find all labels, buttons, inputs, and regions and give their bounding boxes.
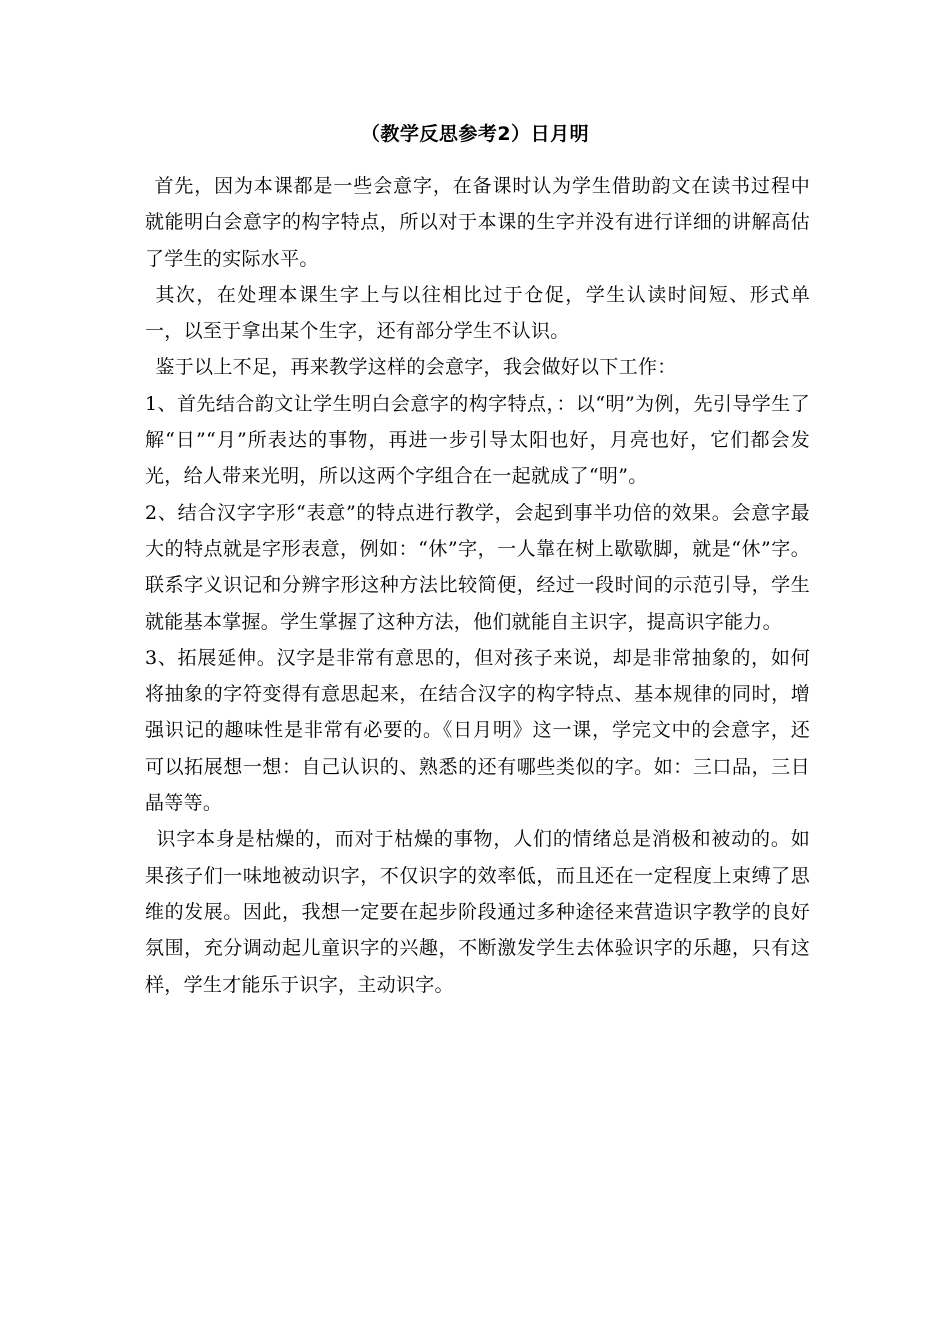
list-item-1: 1、首先结合韵文让学生明白会意字的构字特点，：以“明”为例，先引导学生了解“日”“月”所表达的事物，再进一步引导太阳也好，月亮也好，它们都会发光，给人带来光明，所以这两个字组合在一起就成了“明”。 — [145, 392, 810, 488]
paragraph-first: 首先，因为本课都是一些会意字，在备课时认为学生借助韵文在读书过程中就能明白会意字的构字特点，所以对于本课的生字并没有进行详细的讲解高估了学生的实际水平。 — [145, 175, 810, 270]
document-body — [145, 168, 810, 1003]
page-title: （教学反思参考2）日月明 — [360, 123, 590, 145]
list-item-3: 3、拓展延伸。汉字是非常有意思的，但对孩子来说，却是非常抽象的，如何将抽象的字符变得有意思起来，在结合汉字的构字特点、基本规律的同时，增强识记的趣味性是非常有必要的。《日月明》这一课，学完文中的会意字，还可以拓展想一想：自己认识的、熟悉的还有哪些类似的字。如：三口品，三日晶等等。 — [145, 646, 810, 815]
paragraph-second: 其次，在处理本课生字上与以往相比过于仓促，学生认读时间短、形式单一，以至于拿出某个生字，还有部分学生不认识。 — [145, 283, 810, 343]
paragraph-conclusion: 识字本身是枯燥的，而对于枯燥的事物，人们的情绪总是消极和被动的。如果孩子们一味地被动识字，不仅识字的效率低，而且还在一定程度上束缚了思维的发展。因此，我想一定要在起步阶段通过多种途径来营造识字教学的良好氛围，充分调动起儿童识字的兴趣，不断激发学生去体验识字的乐趣，只有这样，学生才能乐于识字，主动识字。 — [145, 828, 810, 996]
paragraph-transition: 鉴于以上不足，再来教学这样的会意字，我会做好以下工作： — [155, 356, 677, 379]
list-item-2: 2、结合汉字字形“表意”的特点进行教学，会起到事半功倍的效果。会意字最大的特点就是字形表意，例如：“休”字，一人靠在树上歇歇脚，就是“休”字。联系字义识记和分辨字形这种方法比较简便，经过一段时间的示范引导，学生就能基本掌握。学生掌握了这种方法，他们就能自主识字，提高识字能力。 — [145, 501, 810, 633]
